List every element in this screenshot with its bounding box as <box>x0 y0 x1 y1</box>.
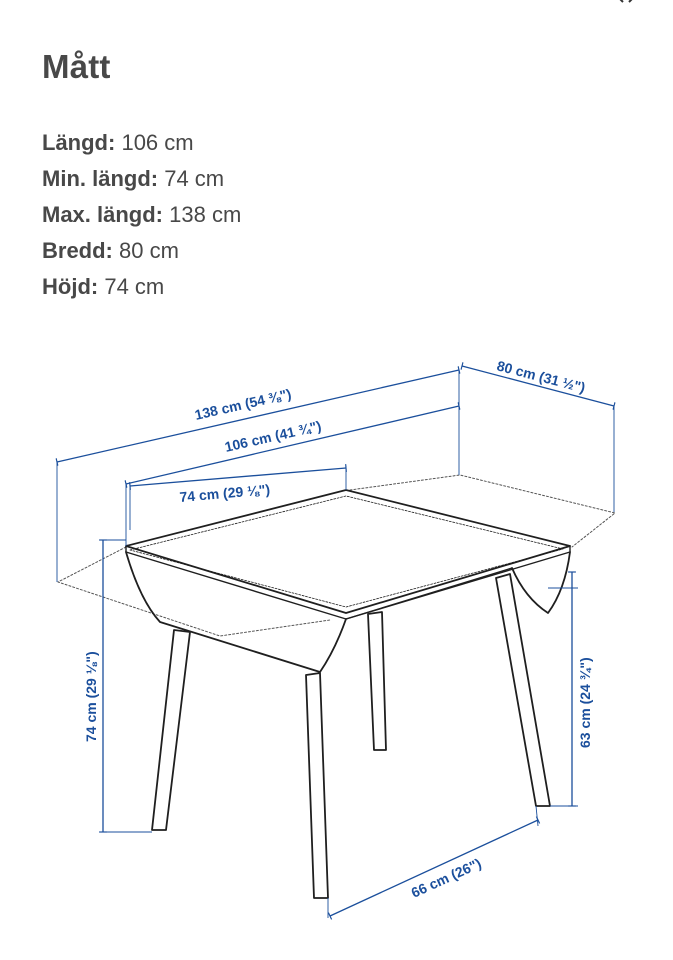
spec-label: Höjd: <box>42 274 99 299</box>
leg-back-center <box>368 612 386 750</box>
table-dimension-diagram <box>0 340 673 960</box>
dim-label-length: 106 cm (41 ¾") <box>223 417 323 455</box>
spec-height <box>42 269 241 305</box>
dimension-spec-list <box>42 125 241 305</box>
table-legs <box>152 574 550 898</box>
spec-value: 138 cm <box>169 202 242 227</box>
leg-front-center <box>306 673 328 898</box>
spec-label: Max. längd: <box>42 202 164 227</box>
dim-label-max-length: 138 cm (54 ⅜") <box>193 385 293 423</box>
dim-label-width: 80 cm (31 ½") <box>495 357 588 396</box>
dim-label-height: 74 cm (29 ⅛") <box>83 651 99 742</box>
spec-label: Bredd: <box>42 238 113 263</box>
spec-value: 74 cm <box>104 274 165 299</box>
spec-max-length <box>42 197 241 233</box>
zoom-icon[interactable] <box>613 0 639 8</box>
spec-value: 80 cm <box>119 238 179 263</box>
dim-line-leg-span <box>330 820 538 916</box>
dim-label-leg-span: 66 cm (26") <box>408 855 484 901</box>
leg-front-left <box>152 630 190 830</box>
dim-line-max-length <box>57 370 459 462</box>
spec-label: Längd: <box>42 130 116 155</box>
spec-value: 74 cm <box>164 166 225 191</box>
table-drawing <box>58 475 615 898</box>
spec-value: 106 cm <box>121 130 194 155</box>
spec-min-length <box>42 161 241 197</box>
dim-label-min-length: 74 cm (29 ⅛") <box>178 481 271 505</box>
dim-label-underframe-height: 63 cm (24 ¾") <box>577 657 593 748</box>
spec-length <box>42 125 241 161</box>
dimension-lines <box>57 366 614 918</box>
spec-width <box>42 233 241 269</box>
page-title: Mått <box>42 48 111 85</box>
spec-label: Min. längd: <box>42 166 159 191</box>
